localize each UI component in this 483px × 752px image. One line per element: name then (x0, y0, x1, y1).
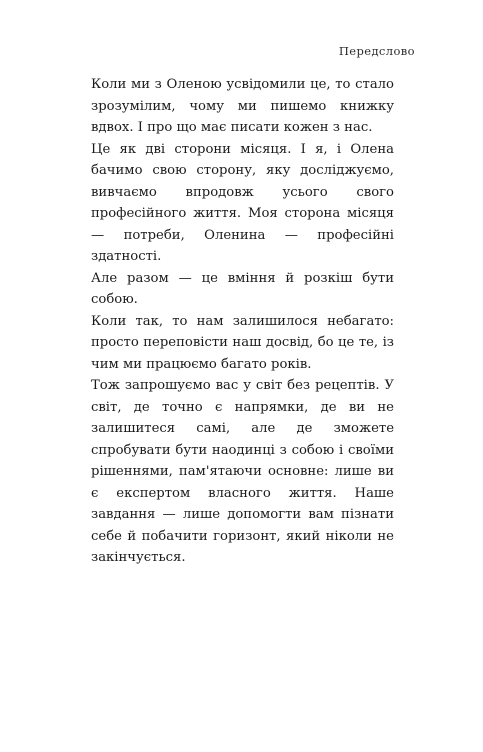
running-header: Передслово (338, 44, 415, 58)
paragraph-2: Це як дві сторони місяця. І я, і Олена бачимо свою сторону, яку досліджуємо, вивчаємо впродовж усього свого професійного життя. Моя сторона місяця — потреби, Оленина — професійні здатності. (91, 141, 394, 264)
body-text (91, 74, 394, 569)
paragraph-5: Тож запрошуємо вас у світ без рецептів. У світ, де точно є напрямки, де ви не залишитеся самі, але де зможете спробувати бути наодинці з собою і своїми рішеннями, пам'ятаючи основне: лише ви є експертом власного життя. Наше завдання — лише допомогти вам пізнати себе й побачити горизонт, який ніколи не закінчується. (91, 378, 394, 565)
paragraph-4: Коли так, то нам залишилося небагато: просто переповісти наш досвід, бо це те, із чим ми працюємо багато років. (91, 313, 394, 372)
paragraph-1: Коли ми з Оленою усвідомили це, то стало зрозумілим, чому ми пишемо книжку вдвох. І про що має писати кожен з нас. (91, 77, 394, 135)
paragraph-3: Але разом — це вміння й розкіш бути собою. (91, 270, 394, 307)
